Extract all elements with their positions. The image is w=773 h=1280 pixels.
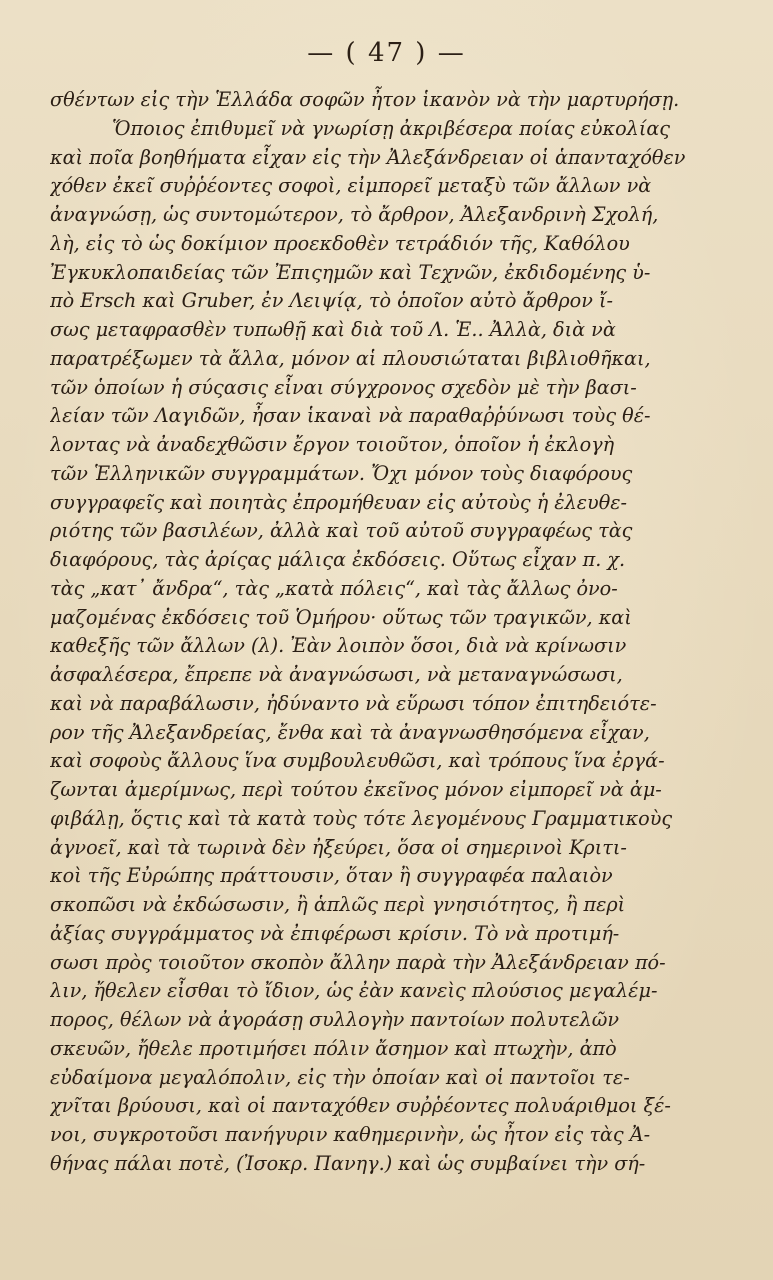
text-line: ἀσφαλέσερα, ἔπρεπε νὰ ἀναγνώσωσι, νὰ μεταναγνώσωσι,	[50, 663, 623, 686]
text-line: λοντας νὰ ἀναδεχθῶσιν ἔργον τοιοῦτον, ὁποῖον ἡ ἐκλογὴ	[50, 433, 615, 456]
text-line: σωσι πρὸς τοιοῦτον σκοπὸν ἄλλην παρὰ τὴν Ἀλεξάνδρειαν πό-	[50, 950, 666, 974]
text-line: Ἐγκυκλοπαιδείας τῶν Ἐπιςημῶν καὶ Τεχνῶν, ἐκδιδομένης ὑ-	[50, 260, 651, 284]
text-line: εὐδαίμονα μεγαλόπολιν, εἰς τὴν ὁποίαν καὶ οἱ παντοῖοι τε-	[50, 1065, 630, 1089]
text-line: λείαν τῶν Λαγιδῶν, ἦσαν ἱκαναὶ νὰ παραθαῤῥύνωσι τοὺς θέ-	[50, 404, 651, 428]
text-line: φιβάλῃ, ὅςτις καὶ τὰ κατὰ τοὺς τότε λεγομένους Γραμματικοὺς	[50, 806, 673, 830]
text-line: σκοπῶσι νὰ ἐκδώσωσιν, ἢ ἁπλῶς περὶ γνησιότητος, ἢ περὶ	[50, 893, 626, 916]
text-line: σως μεταφρασθὲν τυπωθῇ καὶ διὰ τοῦ Λ. Ἑ.. Ἀλλὰ, διὰ νὰ	[50, 318, 616, 341]
text-line: ἀγνοεῖ, καὶ τὰ τωρινὰ δὲν ἠξεύρει, ὅσα οἱ σημερινοὶ Κριτι-	[50, 835, 627, 859]
text-line: καὶ σοφοὺς ἄλλους ἵνα συμβουλευθῶσι, καὶ τρόπους ἵνα ἐργά-	[50, 749, 665, 773]
text-line: τῶν ὁποίων ἡ σύςασις εἶναι σύγχρονος σχεδὸν μὲ τὴν βασι-	[50, 375, 637, 399]
text-block	[50, 86, 705, 1179]
text-line: διαφόρους, τὰς ἀρίςας μάλιςα ἐκδόσεις. Οὕτως εἶχαν π. χ.	[50, 548, 626, 571]
text-line: μαζομένας ἐκδόσεις τοῦ Ὁμήρου· οὕτως τῶν τραγικῶν, καὶ	[50, 605, 632, 629]
text-line: πὸ Ersch καὶ Gruber, ἐν Λειψίᾳ, τὸ ὁποῖον αὐτὸ ἄρθρον ἴ-	[50, 289, 613, 313]
text-line: πορος, θέλων νὰ ἀγοράσῃ συλλογὴν παντοίων πολυτελῶν	[50, 1008, 620, 1031]
text-line: ζωνται ἀμερίμνως, περὶ τούτου ἐκεῖνος μόνον εἰμπορεῖ νὰ ἀμ-	[50, 778, 662, 801]
text-line: καὶ ποῖα βοηθήματα εἶχαν εἰς τὴν Ἀλεξάνδρειαν οἱ ἁπανταχόθεν	[50, 145, 686, 169]
text-line: τῶν Ἑλληνικῶν συγγραμμάτων. Ὄχι μόνον τοὺς διαφόρους	[50, 461, 633, 485]
text-line: ἀξίας συγγράμματος νὰ ἐπιφέρωσι κρίσιν. Τὸ νὰ προτιμή-	[50, 921, 620, 945]
text-line: θήνας πάλαι ποτὲ, (Ἰσοκρ. Πανηγ.) καὶ ὡς συμβαίνει τὴν σή-	[50, 1151, 646, 1175]
text-line: χόθεν ἐκεῖ συῤῥέοντες σοφοὶ, εἰμπορεῖ μεταξὺ τῶν ἄλλων νὰ	[50, 174, 652, 198]
text-line: σκευῶν, ἤθελε προτιμήσει πόλιν ἄσημον καὶ πτωχὴν, ἀπὸ	[50, 1036, 617, 1060]
text-line: σθέντων εἰς τὴν Ἑλλάδα σοφῶν ἦτον ἱκανὸν νὰ τὴν μαρτυρήσῃ.	[50, 88, 680, 111]
text-line: λὴ, εἰς τὸ ὡς δοκίμιον προεκδοθὲν τετράδιόν τῆς, Καθόλου	[50, 231, 630, 255]
text-line: ρον τῆς Ἀλεξανδρείας, ἔνθα καὶ τὰ ἀναγνωσθησόμενα εἶχαν,	[50, 720, 650, 744]
text-line: χνῖται βρύουσι, καὶ οἱ πανταχόθεν συῤῥέοντες πολυάριθμοι ξέ-	[50, 1094, 671, 1118]
text-line: κοὶ τῆς Εὐρώπης πράττουσιν, ὅταν ἢ συγγραφέα παλαιὸν	[50, 864, 613, 888]
text-line: συγγραφεῖς καὶ ποιητὰς ἐπρομήθευαν εἰς αὐτοὺς ἡ ἐλευθε-	[50, 490, 628, 514]
text-line: νοι, συγκροτοῦσι πανήγυριν καθημερινὴν, ὡς ἦτον εἰς τὰς Ἀ-	[50, 1123, 651, 1146]
text-line: ἀναγνώσῃ, ὡς συντομώτερον, τὸ ἄρθρον, Ἀλεξανδρινὴ Σχολή,	[50, 203, 659, 226]
text-line: τὰς „κατ᾽ ἄνδρα“, τὰς „κατὰ πόλεις“, καὶ τὰς ἄλλως ὀνο-	[50, 576, 618, 600]
text-line: λιν, ἤθελεν εἶσθαι τὸ ἴδιον, ὡς ἐὰν κανεὶς πλούσιος μεγαλέμ-	[50, 979, 658, 1003]
text-line: παρατρέξωμεν τὰ ἄλλα, μόνον αἱ πλουσιώταται βιβλιοθῆκαι,	[50, 346, 651, 370]
text-line: καὶ νὰ παραβάλωσιν, ἠδύναντο νὰ εὕρωσι τόπον ἐπιτηδειότε-	[50, 691, 657, 715]
text-line: Ὅποιος ἐπιθυμεῖ νὰ γνωρίσῃ ἀκριβέσερα ποίας εὐκολίας	[112, 116, 671, 140]
text-line: καθεξῆς τῶν ἄλλων (λ). Ἐὰν λοιπὸν ὅσοι, διὰ νὰ κρίνωσιν	[50, 634, 627, 658]
page-header: — ( 47 ) —	[307, 38, 466, 68]
text-line: ριότης τῶν βασιλέων, ἀλλὰ καὶ τοῦ αὐτοῦ συγγραφέως τὰς	[50, 519, 633, 543]
